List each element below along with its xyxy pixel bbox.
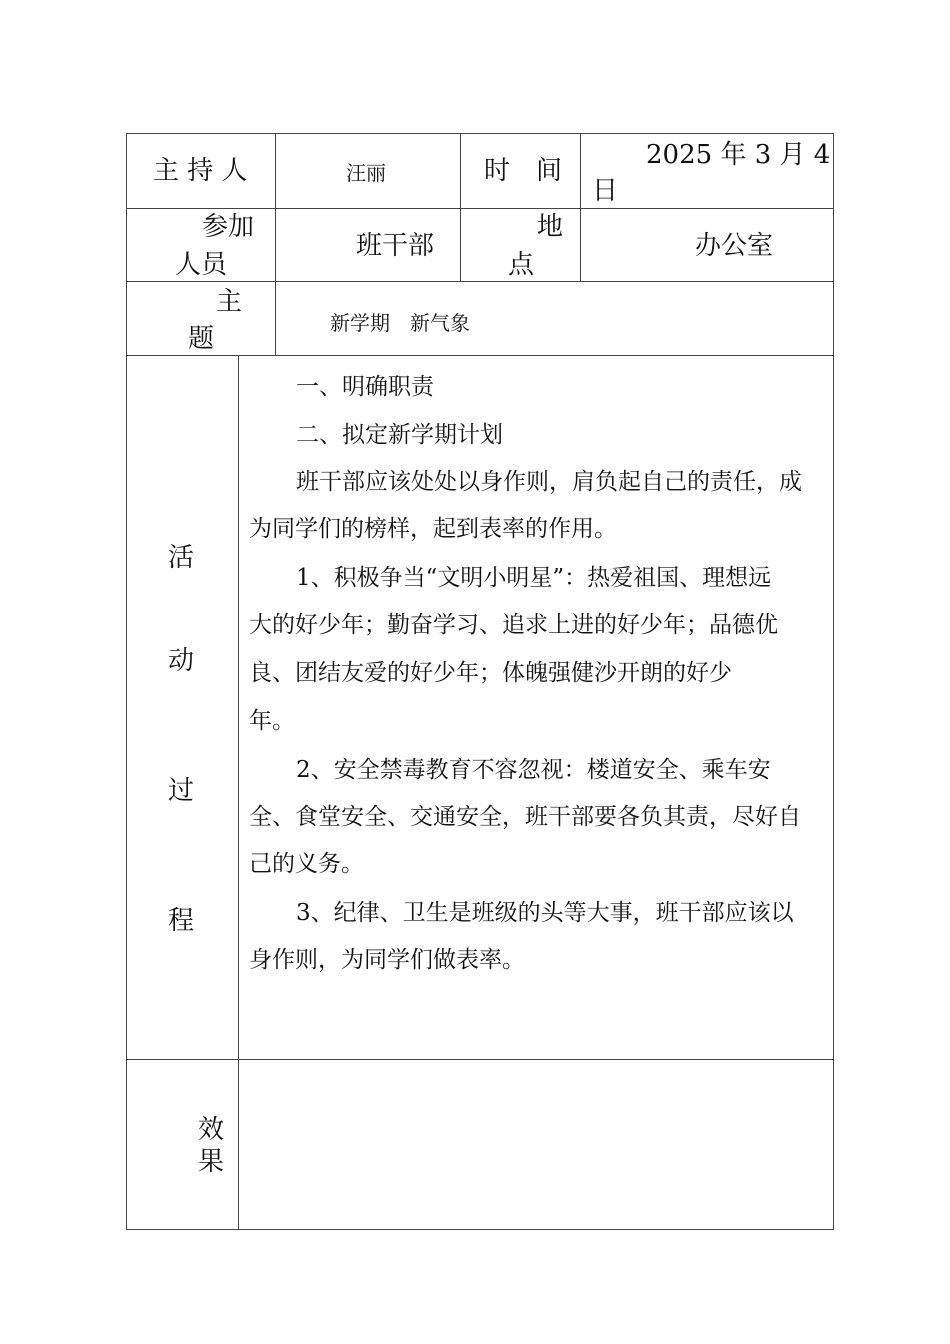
row-divider-3 [126, 355, 834, 356]
process-line-6: 大的好少年；勤奋学习、追求上进的好少年；品德优 [249, 612, 778, 638]
topic-value: 新学期 新气象 [330, 311, 470, 335]
process-line-13: 身作则，为同学们做表率。 [249, 947, 525, 973]
row-divider-2 [126, 281, 834, 282]
process-line-7: 良、团结友爱的好少年；体魄强健沙开朗的好少 [249, 660, 732, 686]
process-line-1: 一、明确职责 [296, 374, 434, 400]
time-value-line2: 日 [592, 176, 619, 206]
row-divider-1 [126, 208, 834, 209]
header-col-divider-1 [275, 133, 276, 355]
participants-value: 班干部 [356, 231, 435, 261]
process-line-4: 为同学们的榜样，起到表率的作用。 [249, 516, 617, 542]
process-line-10: 全、食堂安全、交通安全，班干部要各负其责，尽好自 [249, 804, 801, 830]
process-line-2: 二、拟定新学期计划 [296, 422, 503, 448]
host-label: 主 持 人 [153, 156, 248, 186]
table-border-top [126, 133, 834, 134]
time-label: 时 间 [484, 156, 563, 186]
header-col-divider-2 [460, 133, 461, 281]
topic-label-line2: 题 [188, 324, 215, 354]
participants-label-line2: 人员 [175, 250, 228, 280]
process-label-char-3: 过 [168, 776, 195, 806]
process-label-char-4: 程 [168, 906, 195, 936]
process-label-char-2: 动 [168, 646, 195, 676]
place-label-line2: 点 [508, 250, 535, 280]
participants-label-line1: 参加 [202, 212, 255, 242]
process-label-char-1: 活 [168, 543, 195, 573]
table-border-right [833, 133, 834, 1230]
table-border-bottom [126, 1229, 834, 1230]
table-border-left [126, 133, 127, 1230]
row-divider-4 [126, 1059, 834, 1060]
effect-label-line2: 果 [198, 1147, 225, 1177]
process-line-9: 2、安全禁毒教育不容忽视：楼道安全、乘车安 [296, 757, 771, 783]
process-line-11: 己的义务。 [249, 851, 364, 877]
process-line-8: 年。 [249, 708, 295, 734]
process-line-12: 3、纪律、卫生是班级的头等大事，班干部应该以 [296, 900, 794, 926]
host-value: 汪丽 [346, 161, 386, 185]
place-value: 办公室 [695, 231, 774, 261]
process-line-5: 1、积极争当“文明小明星”：热爱祖国、理想远 [296, 565, 772, 591]
topic-label-line1: 主 [216, 287, 243, 317]
body-col-divider [238, 355, 239, 1230]
process-line-3: 班干部应该处处以身作则，肩负起自己的责任，成 [296, 469, 802, 495]
place-label-line1: 地 [537, 212, 564, 242]
effect-label-line1: 效 [198, 1115, 225, 1145]
time-value-line1: 2025 年 3 月 4 [646, 140, 831, 170]
header-col-divider-3 [580, 133, 581, 281]
